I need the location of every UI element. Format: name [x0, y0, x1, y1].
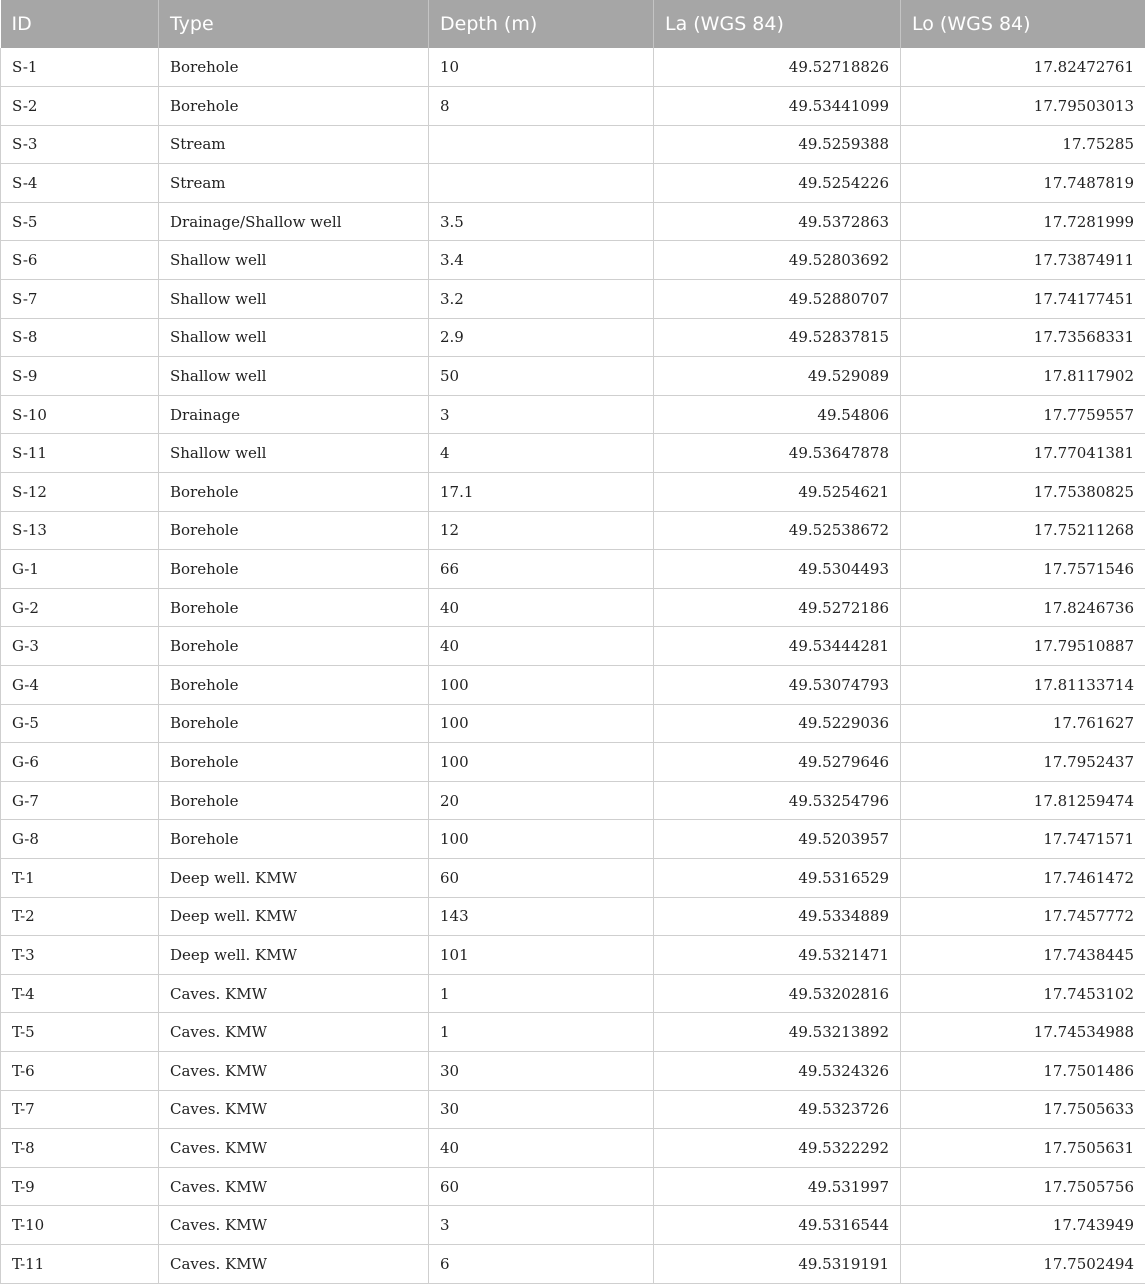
cell-depth: 17.1 — [429, 473, 654, 512]
cell-type: Borehole — [159, 550, 429, 589]
cell-depth: 1 — [429, 1013, 654, 1052]
cell-depth: 4 — [429, 434, 654, 473]
cell-longitude: 17.7952437 — [901, 743, 1145, 782]
table-body — [1, 48, 1145, 1283]
table-row — [1, 511, 1145, 550]
cell-longitude: 17.7505756 — [901, 1167, 1145, 1206]
header-latitude: La (WGS 84) — [654, 0, 901, 48]
cell-longitude: 17.7759557 — [901, 395, 1145, 434]
cell-id: S-12 — [1, 473, 159, 512]
table-row — [1, 820, 1145, 859]
cell-depth: 40 — [429, 588, 654, 627]
cell-id: G-2 — [1, 588, 159, 627]
cell-longitude: 17.7471571 — [901, 820, 1145, 859]
cell-type: Borehole — [159, 588, 429, 627]
table-row — [1, 241, 1145, 280]
cell-depth: 66 — [429, 550, 654, 589]
table-row — [1, 202, 1145, 241]
table-row — [1, 781, 1145, 820]
cell-type: Caves. KMW — [159, 1013, 429, 1052]
cell-latitude: 49.5254621 — [654, 473, 901, 512]
cell-id: S-9 — [1, 357, 159, 396]
cell-longitude: 17.7461472 — [901, 858, 1145, 897]
cell-id: T-7 — [1, 1090, 159, 1129]
cell-depth: 30 — [429, 1090, 654, 1129]
table-row — [1, 125, 1145, 164]
table-row — [1, 318, 1145, 357]
cell-longitude: 17.77041381 — [901, 434, 1145, 473]
cell-longitude: 17.75380825 — [901, 473, 1145, 512]
cell-depth: 100 — [429, 743, 654, 782]
cell-longitude: 17.74534988 — [901, 1013, 1145, 1052]
cell-latitude: 49.53202816 — [654, 974, 901, 1013]
cell-latitude: 49.53647878 — [654, 434, 901, 473]
cell-longitude: 17.7453102 — [901, 974, 1145, 1013]
cell-longitude: 17.7281999 — [901, 202, 1145, 241]
cell-type: Shallow well — [159, 357, 429, 396]
cell-type: Borehole — [159, 820, 429, 859]
table-row — [1, 1244, 1145, 1283]
table-row — [1, 1206, 1145, 1245]
cell-latitude: 49.52803692 — [654, 241, 901, 280]
cell-latitude: 49.5316529 — [654, 858, 901, 897]
cell-type: Borehole — [159, 511, 429, 550]
cell-longitude: 17.8117902 — [901, 357, 1145, 396]
cell-depth: 60 — [429, 858, 654, 897]
cell-latitude: 49.5203957 — [654, 820, 901, 859]
cell-longitude: 17.7457772 — [901, 897, 1145, 936]
table-row — [1, 87, 1145, 126]
cell-latitude: 49.5304493 — [654, 550, 901, 589]
cell-longitude: 17.75285 — [901, 125, 1145, 164]
cell-type: Caves. KMW — [159, 1244, 429, 1283]
cell-depth: 3 — [429, 395, 654, 434]
table-row — [1, 588, 1145, 627]
cell-longitude: 17.8246736 — [901, 588, 1145, 627]
cell-latitude: 49.5229036 — [654, 704, 901, 743]
table-row — [1, 1013, 1145, 1052]
cell-latitude: 49.52538672 — [654, 511, 901, 550]
table-row — [1, 666, 1145, 705]
cell-latitude: 49.5321471 — [654, 936, 901, 975]
table-row — [1, 858, 1145, 897]
cell-type: Borehole — [159, 781, 429, 820]
cell-longitude: 17.7501486 — [901, 1051, 1145, 1090]
cell-type: Borehole — [159, 48, 429, 87]
cell-id: T-10 — [1, 1206, 159, 1245]
table-row — [1, 48, 1145, 87]
cell-type: Caves. KMW — [159, 1167, 429, 1206]
cell-type: Caves. KMW — [159, 1206, 429, 1245]
cell-type: Deep well. KMW — [159, 858, 429, 897]
cell-type: Borehole — [159, 627, 429, 666]
table-row — [1, 550, 1145, 589]
cell-latitude: 49.5324326 — [654, 1051, 901, 1090]
table-row — [1, 743, 1145, 782]
cell-longitude: 17.81133714 — [901, 666, 1145, 705]
cell-type: Shallow well — [159, 318, 429, 357]
cell-id: S-4 — [1, 164, 159, 203]
table-row — [1, 164, 1145, 203]
cell-depth: 100 — [429, 704, 654, 743]
table-row — [1, 473, 1145, 512]
cell-id: S-7 — [1, 280, 159, 319]
cell-depth: 8 — [429, 87, 654, 126]
cell-longitude: 17.79510887 — [901, 627, 1145, 666]
header-id: ID — [1, 0, 159, 48]
table-row — [1, 434, 1145, 473]
cell-type: Borehole — [159, 87, 429, 126]
cell-longitude: 17.81259474 — [901, 781, 1145, 820]
cell-type: Caves. KMW — [159, 1129, 429, 1168]
cell-longitude: 17.73874911 — [901, 241, 1145, 280]
cell-latitude: 49.53441099 — [654, 87, 901, 126]
cell-id: S-8 — [1, 318, 159, 357]
cell-depth: 30 — [429, 1051, 654, 1090]
cell-depth: 100 — [429, 820, 654, 859]
table-row — [1, 395, 1145, 434]
cell-id: G-5 — [1, 704, 159, 743]
cell-depth: 60 — [429, 1167, 654, 1206]
cell-depth: 10 — [429, 48, 654, 87]
cell-id: S-3 — [1, 125, 159, 164]
cell-id: G-4 — [1, 666, 159, 705]
cell-latitude: 49.529089 — [654, 357, 901, 396]
cell-id: T-9 — [1, 1167, 159, 1206]
cell-longitude: 17.743949 — [901, 1206, 1145, 1245]
cell-id: G-6 — [1, 743, 159, 782]
cell-depth: 3 — [429, 1206, 654, 1245]
table-row — [1, 1090, 1145, 1129]
cell-depth: 2.9 — [429, 318, 654, 357]
cell-latitude: 49.53444281 — [654, 627, 901, 666]
cell-id: S-13 — [1, 511, 159, 550]
cell-type: Shallow well — [159, 280, 429, 319]
cell-id: G-3 — [1, 627, 159, 666]
cell-longitude: 17.7505633 — [901, 1090, 1145, 1129]
cell-id: S-6 — [1, 241, 159, 280]
cell-type: Deep well. KMW — [159, 897, 429, 936]
header-depth: Depth (m) — [429, 0, 654, 48]
cell-latitude: 49.5334889 — [654, 897, 901, 936]
cell-type: Deep well. KMW — [159, 936, 429, 975]
cell-latitude: 49.5322292 — [654, 1129, 901, 1168]
cell-type: Borehole — [159, 743, 429, 782]
cell-type: Drainage — [159, 395, 429, 434]
cell-depth: 40 — [429, 1129, 654, 1168]
cell-depth: 3.4 — [429, 241, 654, 280]
cell-longitude: 17.73568331 — [901, 318, 1145, 357]
cell-depth: 3.5 — [429, 202, 654, 241]
cell-latitude: 49.52837815 — [654, 318, 901, 357]
cell-longitude: 17.7505631 — [901, 1129, 1145, 1168]
cell-latitude: 49.5254226 — [654, 164, 901, 203]
table-row — [1, 974, 1145, 1013]
cell-longitude: 17.7487819 — [901, 164, 1145, 203]
cell-latitude: 49.53213892 — [654, 1013, 901, 1052]
cell-longitude: 17.7502494 — [901, 1244, 1145, 1283]
cell-id: T-2 — [1, 897, 159, 936]
cell-latitude: 49.53254796 — [654, 781, 901, 820]
cell-id: S-1 — [1, 48, 159, 87]
cell-type: Stream — [159, 164, 429, 203]
table-row — [1, 357, 1145, 396]
table-row — [1, 1167, 1145, 1206]
cell-latitude: 49.5279646 — [654, 743, 901, 782]
table-row — [1, 897, 1145, 936]
cell-latitude: 49.5316544 — [654, 1206, 901, 1245]
cell-type: Caves. KMW — [159, 1090, 429, 1129]
cell-longitude: 17.7571546 — [901, 550, 1145, 589]
cell-id: T-3 — [1, 936, 159, 975]
table-row — [1, 280, 1145, 319]
cell-id: T-6 — [1, 1051, 159, 1090]
cell-depth: 1 — [429, 974, 654, 1013]
cell-depth: 3.2 — [429, 280, 654, 319]
cell-depth: 6 — [429, 1244, 654, 1283]
cell-longitude: 17.761627 — [901, 704, 1145, 743]
cell-latitude: 49.52718826 — [654, 48, 901, 87]
cell-latitude: 49.531997 — [654, 1167, 901, 1206]
table-row — [1, 704, 1145, 743]
cell-id: G-7 — [1, 781, 159, 820]
cell-id: T-1 — [1, 858, 159, 897]
cell-depth — [429, 125, 654, 164]
cell-depth: 50 — [429, 357, 654, 396]
cell-id: G-8 — [1, 820, 159, 859]
cell-type: Stream — [159, 125, 429, 164]
cell-type: Borehole — [159, 704, 429, 743]
cell-longitude: 17.7438445 — [901, 936, 1145, 975]
cell-depth: 40 — [429, 627, 654, 666]
table-row — [1, 1129, 1145, 1168]
cell-id: T-4 — [1, 974, 159, 1013]
cell-depth: 143 — [429, 897, 654, 936]
cell-longitude: 17.79503013 — [901, 87, 1145, 126]
cell-id: S-5 — [1, 202, 159, 241]
cell-type: Shallow well — [159, 241, 429, 280]
cell-latitude: 49.5272186 — [654, 588, 901, 627]
cell-id: T-11 — [1, 1244, 159, 1283]
cell-latitude: 49.52880707 — [654, 280, 901, 319]
table-row — [1, 627, 1145, 666]
cell-id: S-11 — [1, 434, 159, 473]
table-row — [1, 936, 1145, 975]
cell-depth: 101 — [429, 936, 654, 975]
cell-longitude: 17.74177451 — [901, 280, 1145, 319]
cell-latitude: 49.5323726 — [654, 1090, 901, 1129]
cell-latitude: 49.5319191 — [654, 1244, 901, 1283]
cell-type: Drainage/Shallow well — [159, 202, 429, 241]
cell-id: S-2 — [1, 87, 159, 126]
cell-latitude: 49.53074793 — [654, 666, 901, 705]
cell-longitude: 17.82472761 — [901, 48, 1145, 87]
header-row — [1, 0, 1145, 48]
cell-latitude: 49.54806 — [654, 395, 901, 434]
cell-id: G-1 — [1, 550, 159, 589]
cell-longitude: 17.75211268 — [901, 511, 1145, 550]
cell-type: Borehole — [159, 666, 429, 705]
table-row — [1, 1051, 1145, 1090]
cell-type: Caves. KMW — [159, 974, 429, 1013]
cell-id: S-10 — [1, 395, 159, 434]
cell-type: Caves. KMW — [159, 1051, 429, 1090]
cell-depth: 100 — [429, 666, 654, 705]
cell-latitude: 49.5259388 — [654, 125, 901, 164]
cell-latitude: 49.5372863 — [654, 202, 901, 241]
cell-depth: 12 — [429, 511, 654, 550]
cell-type: Borehole — [159, 473, 429, 512]
header-longitude: Lo (WGS 84) — [901, 0, 1145, 48]
cell-id: T-5 — [1, 1013, 159, 1052]
cell-type: Shallow well — [159, 434, 429, 473]
table-header — [1, 0, 1145, 48]
cell-depth — [429, 164, 654, 203]
cell-id: T-8 — [1, 1129, 159, 1168]
header-type: Type — [159, 0, 429, 48]
cell-depth: 20 — [429, 781, 654, 820]
